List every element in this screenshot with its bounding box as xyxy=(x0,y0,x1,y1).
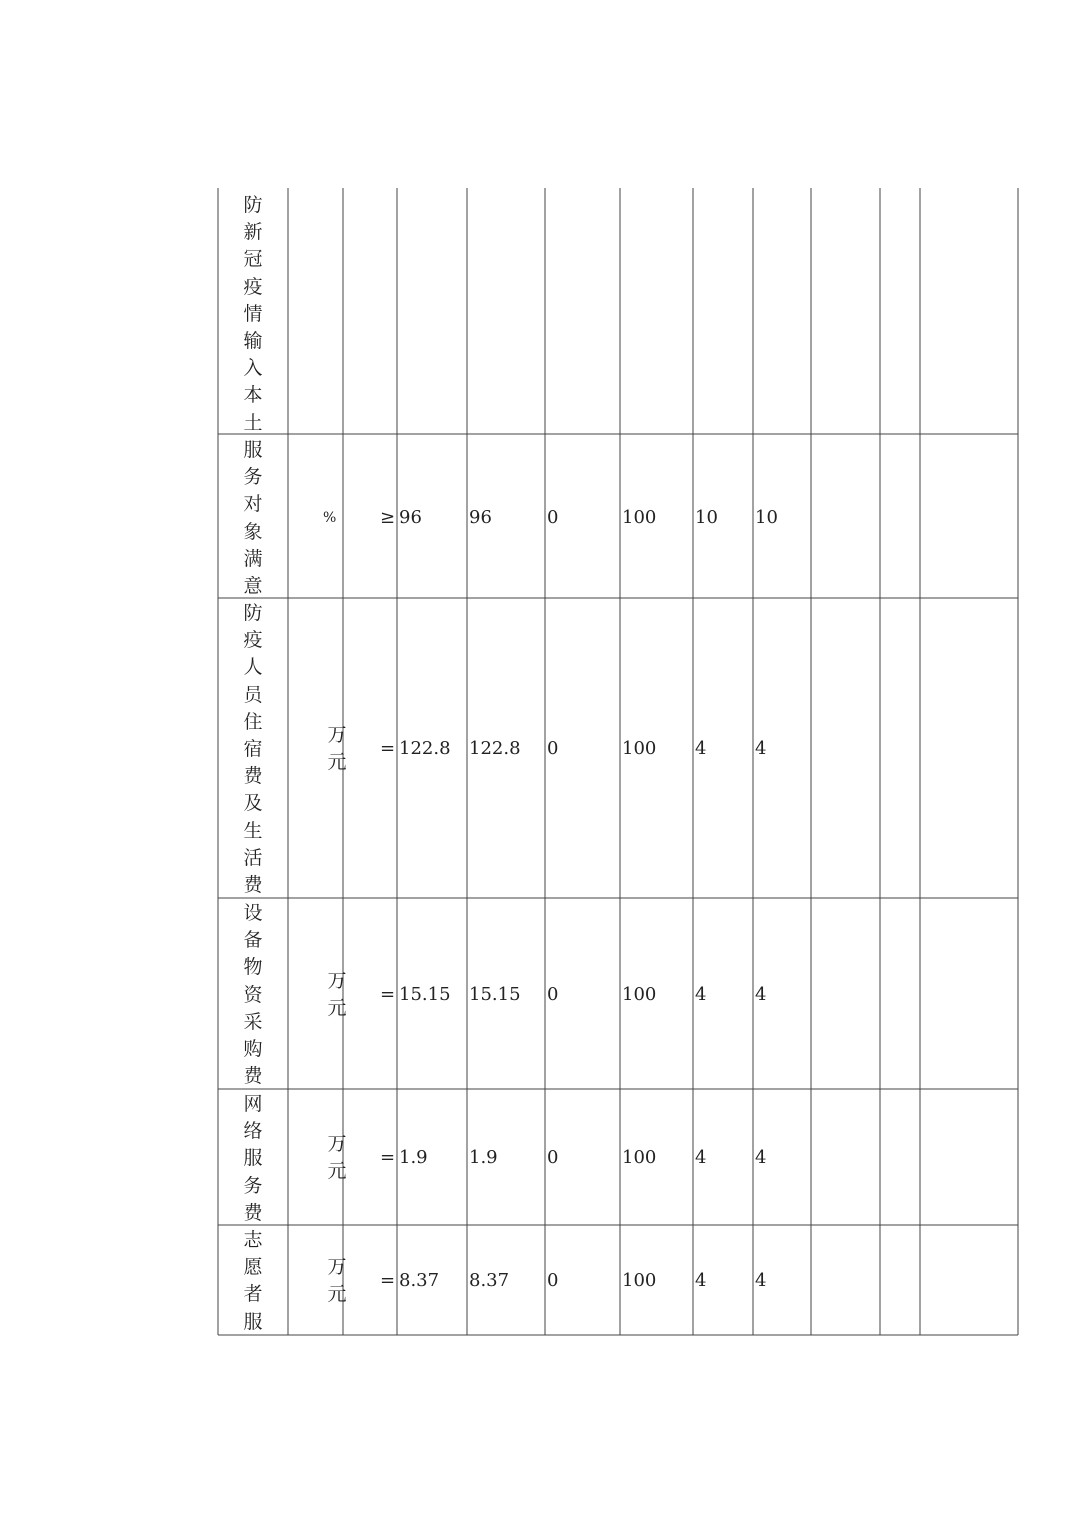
target-value: 15.15 xyxy=(399,984,451,1005)
weight-value: 4 xyxy=(695,1270,707,1291)
target-value: 8.37 xyxy=(399,1270,440,1291)
score-zero: 0 xyxy=(547,507,559,528)
target-value: 1.9 xyxy=(399,1147,428,1168)
weight-value: 4 xyxy=(695,738,707,759)
weight-value: 4 xyxy=(695,1147,707,1168)
score-zero: 0 xyxy=(547,1147,559,1168)
unit-cell: 万 元 xyxy=(327,1133,347,1182)
actual-value: 122.8 xyxy=(469,738,521,759)
score-full: 100 xyxy=(622,984,657,1005)
score-zero: 0 xyxy=(547,738,559,759)
score-value: 4 xyxy=(755,738,767,759)
weight-value: 4 xyxy=(695,984,707,1005)
score-value: 10 xyxy=(755,507,778,528)
score-full: 100 xyxy=(622,738,657,759)
score-value: 4 xyxy=(755,1270,767,1291)
unit-cell: 万 元 xyxy=(327,970,347,1019)
table-row-indicator: 设 备 物 资 采 购 费 xyxy=(243,902,263,1088)
score-value: 4 xyxy=(755,984,767,1005)
target-value: 96 xyxy=(399,507,422,528)
score-zero: 0 xyxy=(547,984,559,1005)
weight-value: 10 xyxy=(695,507,718,528)
operator-cell: = xyxy=(380,1270,396,1291)
target-value: 122.8 xyxy=(399,738,451,759)
actual-value: 96 xyxy=(469,507,492,528)
actual-value: 15.15 xyxy=(469,984,521,1005)
unit-cell: 万 元 xyxy=(327,724,347,773)
operator-cell: = xyxy=(380,738,396,759)
unit-cell: 万 元 xyxy=(327,1256,347,1305)
operator-cell: = xyxy=(380,1147,396,1168)
table-row-indicator: 服 务 对 象 满 意 xyxy=(243,439,263,598)
operator-cell: = xyxy=(380,984,396,1005)
table-row-indicator: 防 疫 人 员 住 宿 费 及 生 活 费 xyxy=(243,602,263,897)
score-full: 100 xyxy=(622,1270,657,1291)
table-row-indicator: 网 络 服 务 费 xyxy=(243,1093,263,1224)
score-zero: 0 xyxy=(547,1270,559,1291)
actual-value: 1.9 xyxy=(469,1147,498,1168)
unit-cell: % xyxy=(323,510,337,526)
actual-value: 8.37 xyxy=(469,1270,510,1291)
score-full: 100 xyxy=(622,507,657,528)
table-row-indicator: 志 愿 者 服 xyxy=(243,1229,263,1333)
operator-cell: ≥ xyxy=(380,507,396,528)
score-full: 100 xyxy=(622,1147,657,1168)
table-row-indicator: 防 新 冠 疫 情 输 入 本 土 xyxy=(243,194,263,434)
score-value: 4 xyxy=(755,1147,767,1168)
